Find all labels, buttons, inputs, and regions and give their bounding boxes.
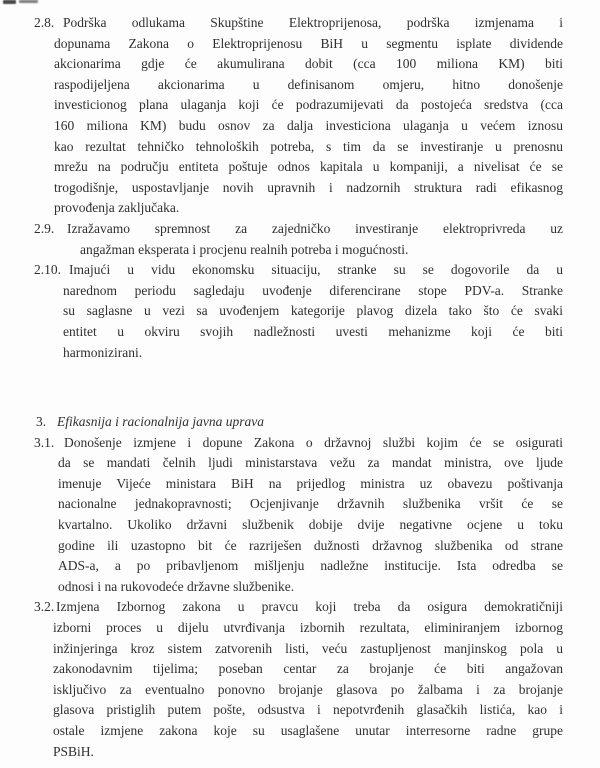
text-line-content: Izmjena Izbornog zakona u pravcu koji treba da osigura demokratičniji (56, 599, 563, 615)
text-line: angažman eksperata i procjenu realnih potreba i mogućnosti. (80, 241, 409, 257)
text-line-content: Donošenje izmjene i dopune Zakona o državnoj službi kojim će se osigurati (64, 434, 563, 450)
scan-artifact (3, 0, 16, 4)
section-heading-text: Efikasnija i racionalnija javna uprava (57, 414, 264, 430)
text-line: ADS-a, a po pribavljenom mišljenju nadležne institucije. Ista odredba se (58, 558, 563, 574)
text-line: harmonizirani. (63, 344, 143, 360)
list-item-2-8 (34, 13, 563, 219)
text-line: kao rezultat tehničko tehnoloških potreba, s tim da se investiranje u prenosnu (54, 138, 563, 154)
text-line: akcionarima gdje će akumulirana dobit (cca 100 miliona KM) biti (54, 56, 563, 72)
section-heading-3 (36, 412, 563, 433)
text-line: narednom periodu sagledaju uvođenje diferencirane stope PDV-a. Stranke (63, 282, 563, 298)
text-line: imenuje Vijeće ministara BiH na prijedlog ministra uz obavezu poštivanja (58, 475, 563, 491)
text-line: 160 miliona KM) budu osnov za dalja investiciona ulaganja u većem iznosu (54, 117, 563, 133)
text-line-content: Izražavamo spremnost za zajedničko investiranje elektroprivreda uz (67, 220, 563, 236)
text-line-content: Imajući u vidu ekonomsku situaciju, stranke su se dogovorile da u (69, 262, 563, 278)
text-line: nacionalne jednakopravnosti; Ocjenjivanje državnih službenika vršit će se (58, 496, 563, 512)
item-number: 3. (36, 414, 47, 430)
text-line (34, 13, 563, 34)
document-body (0, 13, 600, 762)
text-line: trogodišnje, uspostavljanje novih upravnih i nadzornih struktura radi efikasnog (54, 179, 563, 195)
text-line: mrežu na području entiteta poštuje odnos kapitala u kompaniji, a nivelisat će se (54, 159, 563, 175)
text-line: odnosi i na rukovodeće državne službenike. (58, 578, 295, 594)
text-line: dopunama Zakona o Elektroprijenosu BiH u segmentu isplate dividende (54, 35, 563, 51)
text-line: isključivo za eventualno ponovno brojanje glasova po žalbama i za brojanje (53, 681, 563, 697)
text-line: da se mandati čelnih ljudi ministarstava vežu za mandat ministra, ove ljude (58, 455, 563, 471)
text-line: godine ili uzastopno bit će razriješen dužnosti državnog službenika od strane (58, 537, 563, 553)
text-line: kvartalno. Ukoliko državni službenik dobije dvije negativne ocjene u toku (58, 517, 563, 533)
text-line: PSBiH. (53, 743, 94, 759)
list-item-2-9 (34, 219, 563, 260)
text-line (34, 260, 563, 281)
text-line: raspodijeljena akcionarima u definisanom omjeru, hitno donošenje (54, 76, 563, 92)
text-line (34, 219, 563, 240)
list-item-3-1 (34, 433, 563, 598)
list-item-2-10 (34, 260, 563, 363)
text-line: ostale izmjene zakona koje su usaglašene unutar interresorne radne grupe (53, 723, 563, 738)
item-number: 2.8. (34, 15, 55, 30)
text-line-content: Podrška odlukama Skupštine Elektroprijenosa, podrška izmjenama i (63, 15, 563, 30)
text-line (34, 433, 563, 454)
text-line: su saglasne u vezi sa uvođenjem kategorije plavog dizela tako što će svaki (63, 303, 563, 319)
item-number: 2.9. (34, 220, 55, 236)
text-line (34, 597, 563, 618)
item-number: 3.1. (34, 434, 55, 450)
item-number: 3.2. (34, 599, 55, 615)
item-number: 2.10. (34, 262, 61, 278)
text-line: provođenja zaključaka. (54, 200, 180, 216)
list-item-3-2 (34, 597, 563, 762)
scan-artifact (19, 0, 38, 3)
text-line: glasova pristiglih putem pošte, odsustva i nepotvrđenih glasačkih listića, kao i (53, 702, 563, 718)
text-line: investicionog plana ulaganja koji će podrazumijevati da postojeća sredstva (cca (54, 97, 563, 113)
text-line (36, 412, 563, 433)
text-line: zakonodavnim tijelima; poseban centar za brojanje će biti angažovan (53, 661, 563, 677)
text-line: entitet u okviru svojih nadležnosti uvesti mehanizme koji će biti (63, 323, 563, 339)
text-line: inžinjeringa kroz sistem zatvorenih listi, veću zastupljenost manjinskog pola u (53, 640, 563, 656)
text-line: izborni proces u dijelu utvrđivanja izbornih rezultata, eliminiranjem izbornog (53, 620, 563, 636)
